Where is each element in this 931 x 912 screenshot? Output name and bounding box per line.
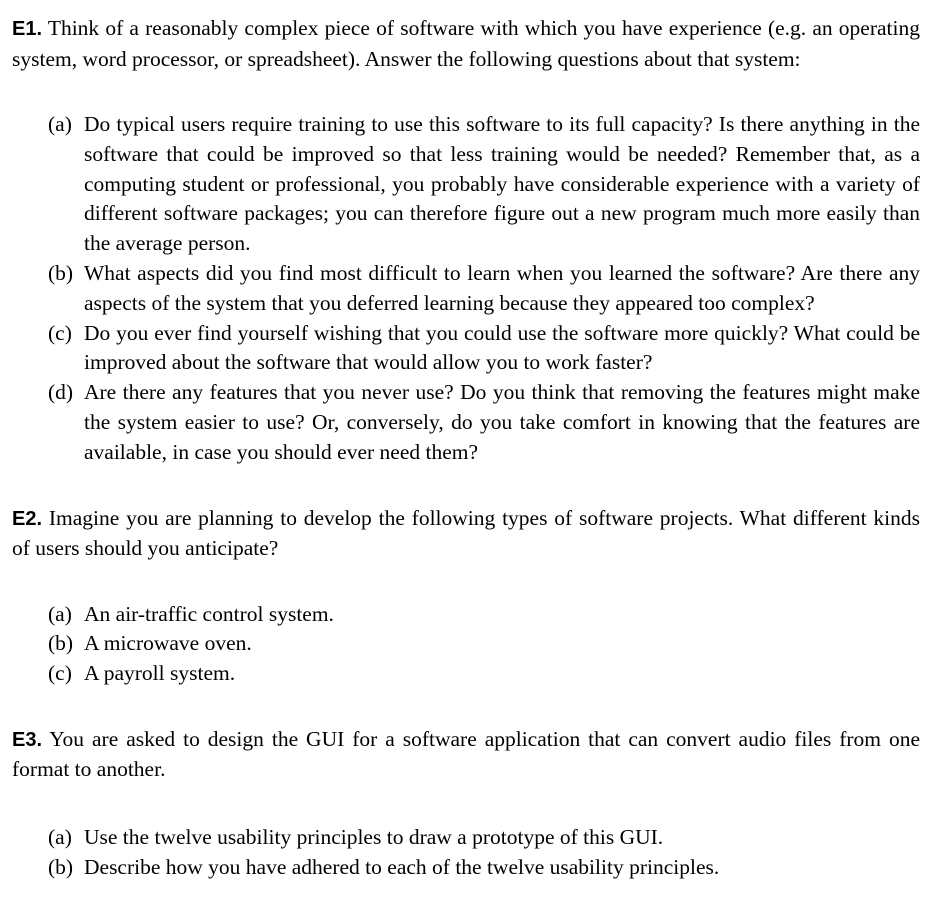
item-text: Describe how you have adhered to each of the twelve usability principles. (84, 854, 720, 879)
item-text: Do you ever find yourself wishing that you could use the software more quickly? What could be improved about the software that would allow you to work faster? (84, 320, 920, 375)
item-text: A microwave oven. (84, 631, 252, 656)
exercise-page (12, 14, 920, 883)
exercise-e2-stem (12, 504, 920, 564)
item-marker: (d) (48, 380, 74, 405)
exercise-e2-item-b (48, 629, 920, 659)
item-marker: (b) (48, 631, 74, 656)
item-marker: (a) (48, 601, 72, 626)
exercise-e1-item-b (48, 259, 920, 319)
item-marker: (a) (48, 112, 72, 136)
exercise-e1-item-d (48, 378, 920, 467)
exercise-e1-stem (12, 14, 920, 74)
exercise-e3 (12, 725, 920, 883)
item-marker: (b) (48, 854, 74, 879)
exercise-e3-item-b (48, 853, 920, 883)
item-text: Do typical users require training to use this software to its full capacity? Is there anything in the software that could be improved so that less training would be needed? Remember that, as a computing student or professional, you probably have considerable experience with a variety of different software packages; you can therefore figure out a new program much more easily than the average person. (84, 112, 920, 256)
item-text: An air-traffic control system. (84, 601, 334, 626)
exercise-e2 (12, 504, 920, 689)
exercise-e2-items (12, 600, 920, 689)
exercise-e3-text: You are asked to design the GUI for a software application that can convert audio files from one format to another. (12, 726, 920, 782)
item-marker: (c) (48, 661, 72, 686)
exercise-e2-tag: E2. (12, 507, 43, 530)
item-text: Use the twelve usability principles to draw a prototype of this GUI. (84, 824, 664, 849)
exercise-e1 (12, 14, 920, 468)
exercise-e1-item-a (48, 110, 920, 259)
item-marker: (c) (48, 320, 72, 345)
item-text: What aspects did you find most difficult to learn when you learned the software? Are there any aspects of the system that you deferred learning because they appeared too complex? (84, 260, 920, 315)
item-text: Are there any features that you never use? Do you think that removing the features might make the system easier to use? Or, conversely, do you take comfort in knowing that the features are available, in case you should ever need them? (84, 380, 920, 464)
exercise-e3-items (12, 823, 920, 883)
exercise-e2-item-a (48, 600, 920, 630)
exercise-e3-item-a (48, 823, 920, 853)
exercise-e1-text: Think of a reasonably complex piece of software with which you have experience (e.g. an operating system, word processor, or spreadsheet). Answer the following questions about that system: (12, 16, 920, 71)
exercise-e2-item-c (48, 659, 920, 689)
item-marker: (b) (48, 260, 74, 285)
exercise-e1-tag: E1. (12, 18, 43, 40)
exercise-e2-text: Imagine you are planning to develop the following types of software projects. What different kinds of users should you anticipate? (12, 505, 921, 561)
item-marker: (a) (48, 824, 72, 849)
item-text: A payroll system. (84, 661, 236, 686)
exercise-e3-stem (12, 725, 920, 785)
exercise-e1-items (12, 110, 920, 468)
exercise-e1-item-c (48, 319, 920, 379)
exercise-e3-tag: E3. (12, 728, 43, 751)
